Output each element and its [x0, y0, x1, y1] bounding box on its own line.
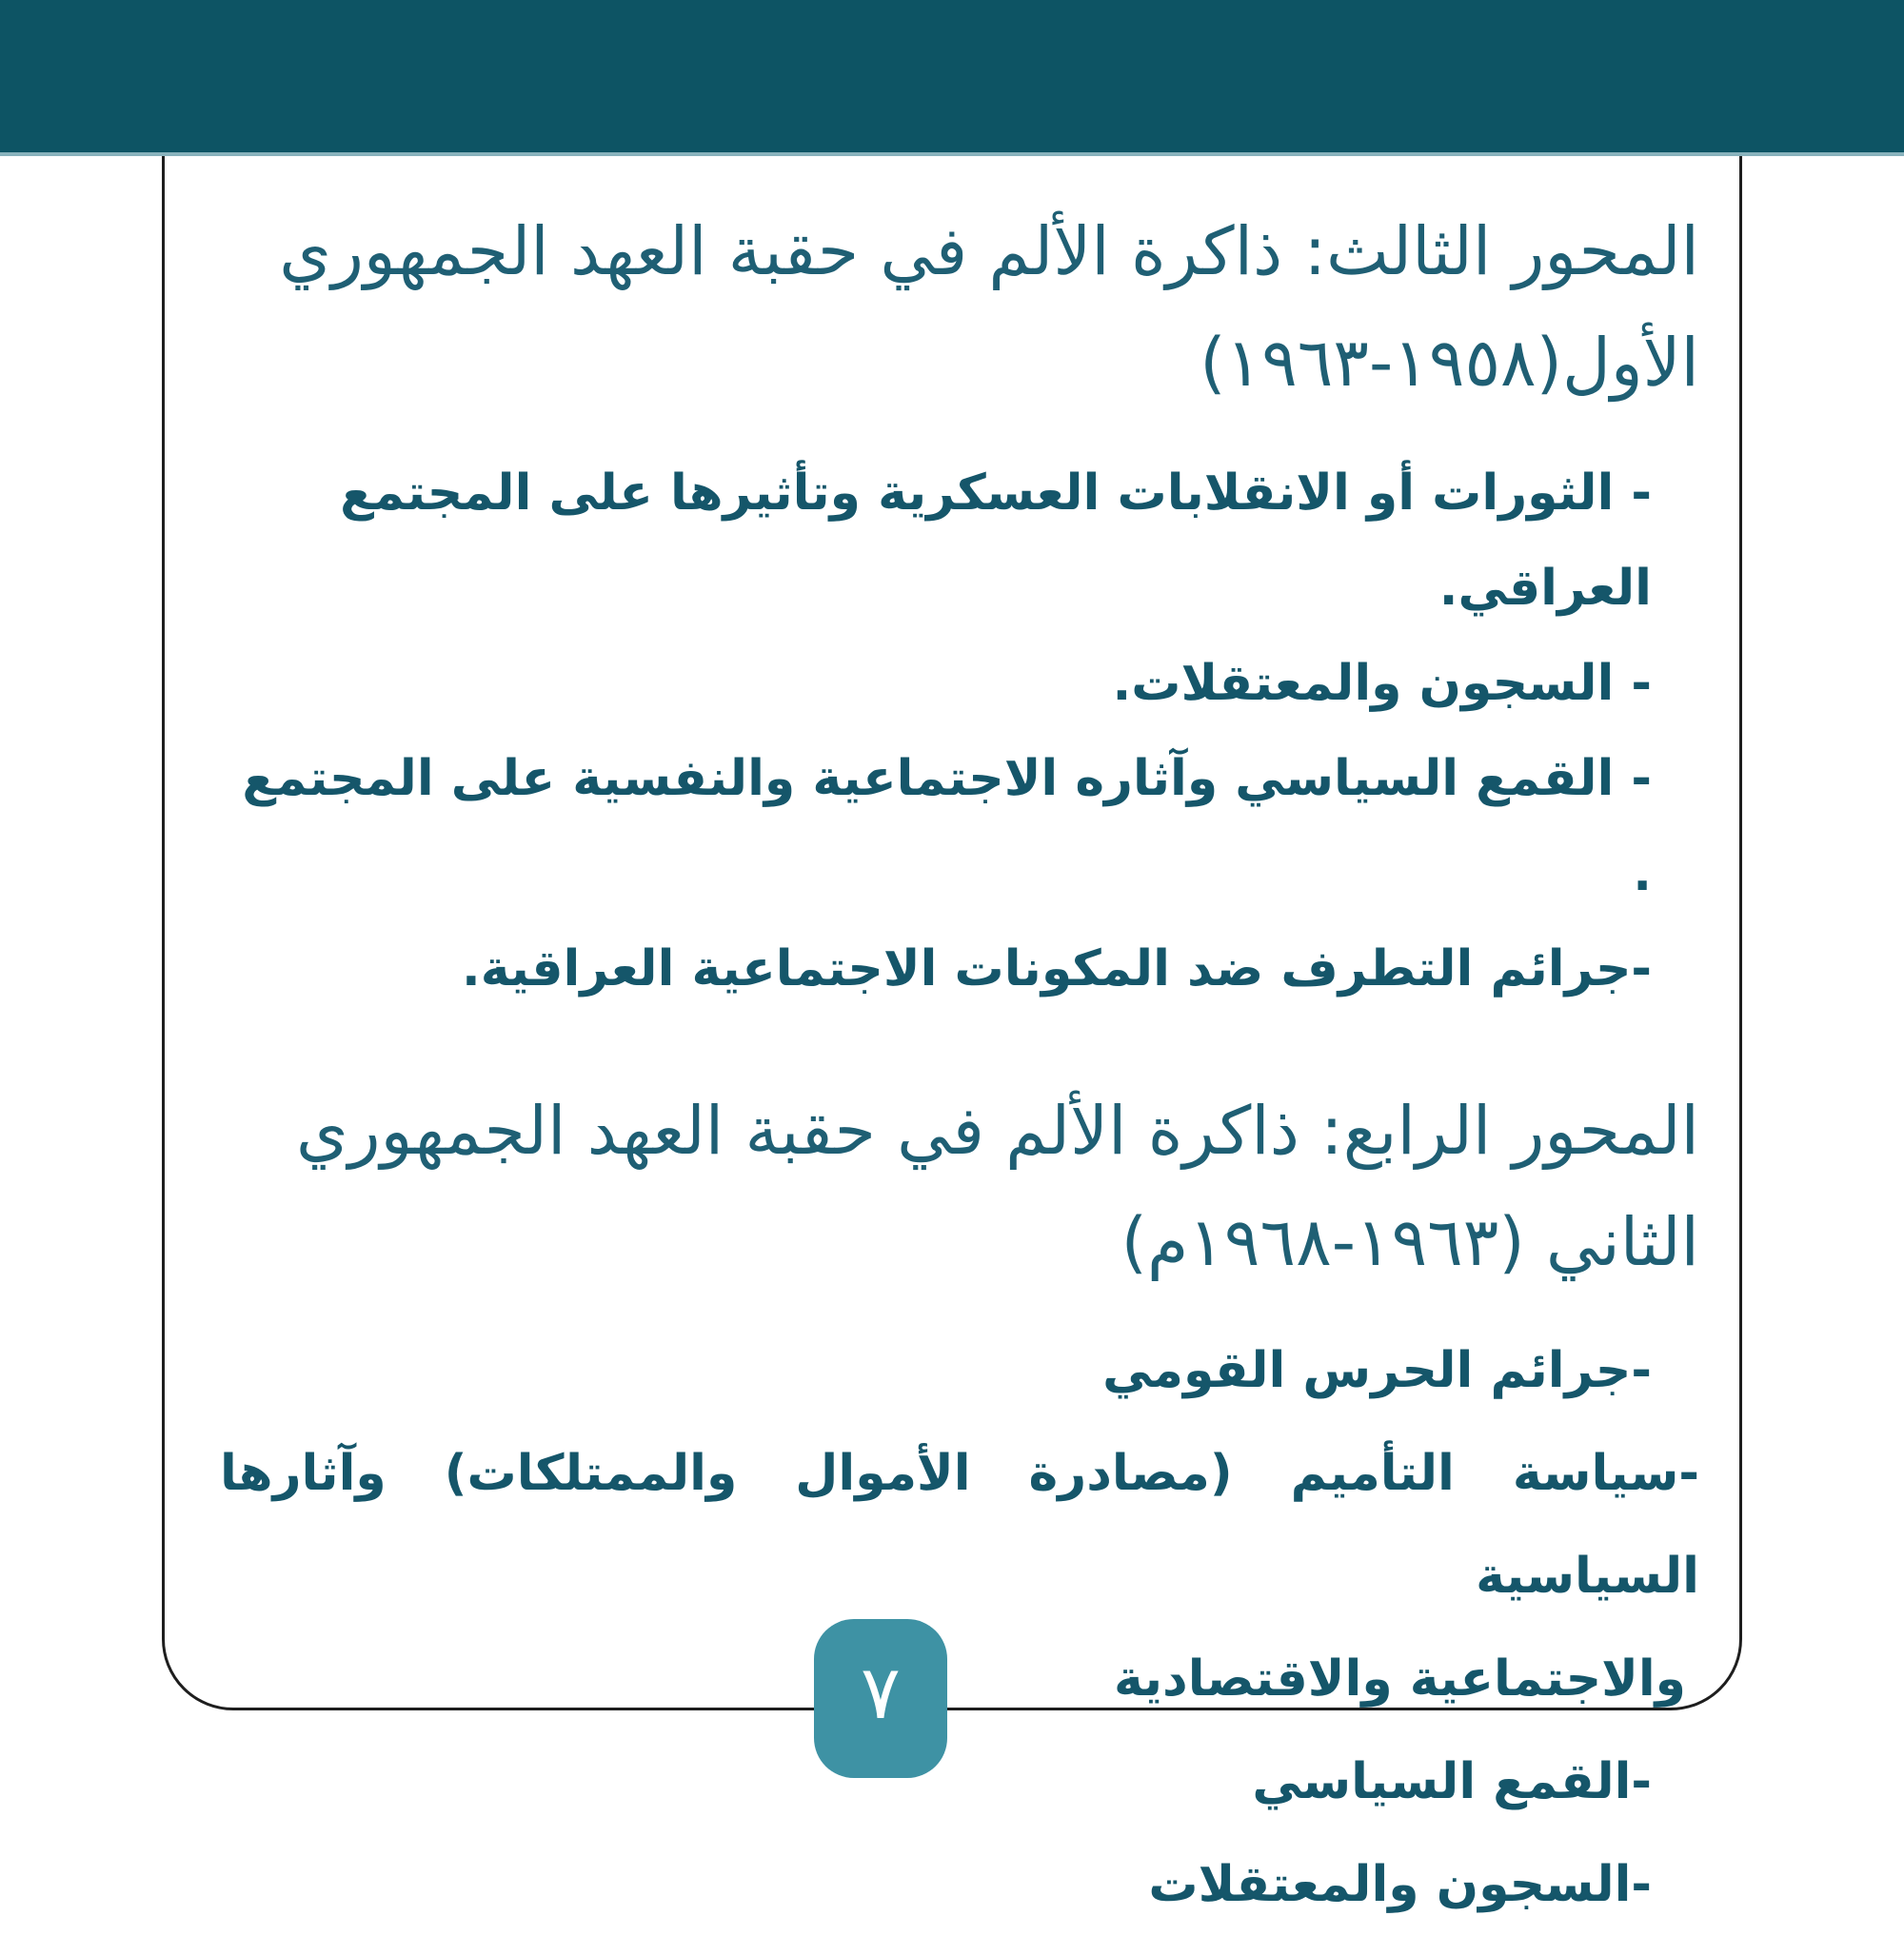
bullet-item-continuation: والاجتماعية والاقتصادية	[1114, 1650, 1686, 1708]
heading-line: المحور الثالث: ذاكرة الألم في حقبة العهد الجمهوري	[279, 212, 1699, 290]
page-number-badge	[814, 1619, 947, 1778]
bullet-list	[220, 445, 1699, 1017]
bullet-list	[220, 1319, 1699, 1936]
page-number: ٧	[861, 1650, 901, 1736]
section-third-axis	[220, 196, 1699, 1017]
heading-line-dates: الأول(١٩٥٨-١٩٦٣)	[1200, 324, 1699, 402]
card-content	[165, 112, 1739, 1913]
heading-line: المحور الرابع: ذاكرة الألم في حقبة العهد الجمهوري	[296, 1092, 1699, 1170]
bullet-item: -القمع السياسي	[1252, 1753, 1652, 1810]
heading-line-dates: الثاني (١٩٦٣-١٩٦٨م)	[1121, 1203, 1699, 1281]
bullet-item: -جرائم الحرس القومي	[1102, 1342, 1652, 1399]
section-heading	[220, 1076, 1699, 1298]
bullet-item: -السجون والمعتقلات	[1148, 1856, 1652, 1913]
bullet-item: -سياسة التأميم (مصادرة الأموال والممتلكات) وآثارها السياسية	[220, 1445, 1699, 1605]
bullet-item: - القمع السياسي وآثاره الاجتماعية والنفسية على المجتمع .	[242, 750, 1652, 902]
section-fourth-axis	[220, 1076, 1699, 1936]
bullet-item: - الثورات أو الانقلابات العسكرية وتأثيرها على المجتمع العراقي.	[340, 464, 1652, 617]
content-card	[162, 109, 1742, 1913]
bullet-item: - السجون والمعتقلات.	[1112, 655, 1652, 712]
section-heading	[220, 196, 1699, 419]
header-band	[0, 0, 1904, 156]
bullet-item: -جرائم التطرف ضد المكونات الاجتماعية العراقية.	[461, 940, 1652, 998]
